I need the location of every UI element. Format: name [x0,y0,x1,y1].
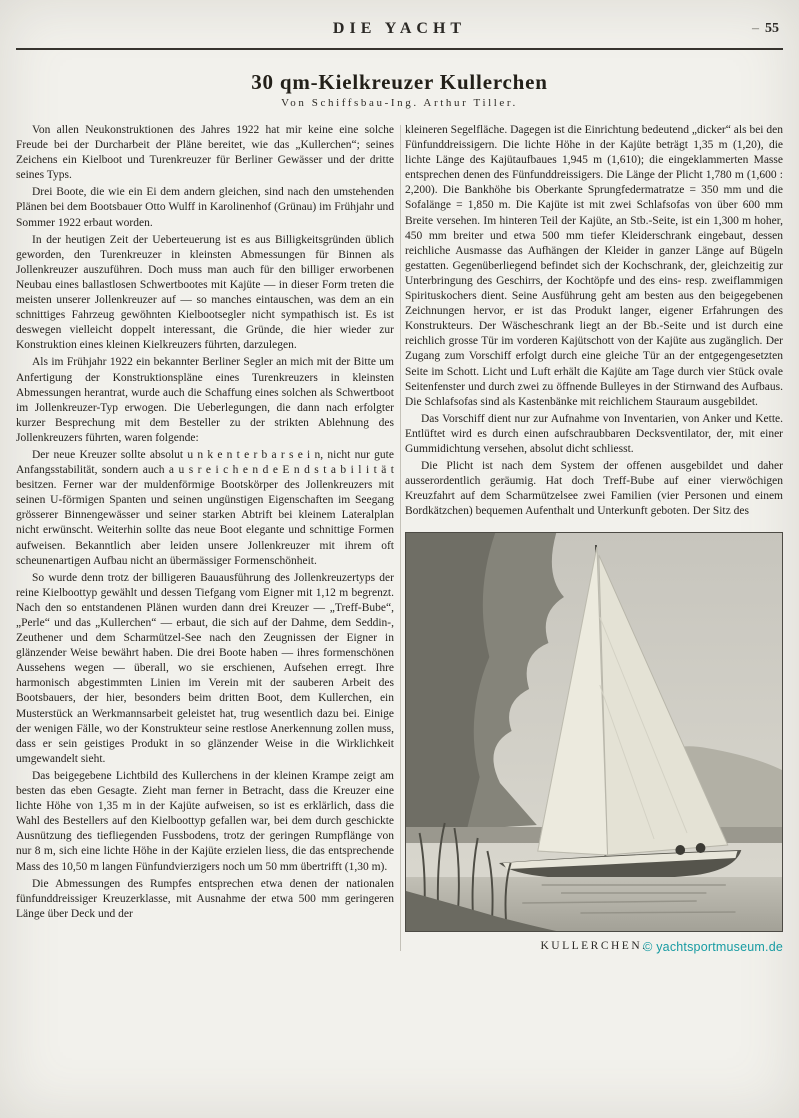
sailboat-illustration [406,533,782,931]
paragraph: Von allen Neukonstruktionen des Jahres 1922 hat mir keine eine solche Freude bei der Durcharbeit der Pläne bereitet, wie das „Kullerchen“; seines Zeichens ein Kielboot und Turenkreuzer für Berliner Gewässer und der dritte seines Typs. [16,124,394,182]
journal-title: DIE YACHT [332,20,467,37]
left-column [16,123,394,957]
article-byline: Von Schiffsbau-Ing. Arthur Tiller. [281,97,518,109]
watermark-credit: © yachtsportmuseum.de [643,940,783,955]
paragraph: In der heutigen Zeit der Ueberteuerung ist es aus Billigkeitsgründen üblich geworden, den Turenkreuzer in kleinsten Abmessungen für Binnen als Jollenkreuzer auszuführen. Doch muss man auch für den billiger erworbenen Neubau eines ballastlosen Schwertbootes mit Kajüte — in dieser Form treten die meisten unserer Jollenkreuzer auf — so manches eintauschen, was dem an ein schnittiges Fahrzeug gewöhnten Kielbootsegler nicht sympathisch ist. Es ist deswegen vielleicht doppelt interessant, die Gründe, die hier wieder zur Konstruktion eines kleinen Kielkreuzers führten, darzulegen. [16,233,394,352]
paragraph: Die Plicht ist nach dem System der offenen ausgebildet und daher ausserordentlich geräumig. Hat doch Treff-Bube auf einer vierwöchigen Kreuzfahrt auf dem Scharmützelsee zwei Familien (vier Personen und einem Bordkätzchen) bequemen Aufenthalt und Unterkunft geboten. Der Sitz des [405,460,783,518]
page-number-dash: – [752,21,759,36]
paragraph: Das Vorschiff dient nur zur Aufnahme von Inventarien, von Anker und Kette. Entlüftet wird es durch einen aufschraubbaren Decksventilator, der, mit einer Gummidichtung versehen, absolut dicht schliesst. [405,412,783,455]
article-body [16,123,783,957]
photo-footer [405,939,783,957]
page-number [752,21,779,37]
paragraph: kleineren Segelfläche. Dagegen ist die Einrichtung bedeutend „dicker“ als bei den Fünfunddreissigern. Die lichte Höhe in der Kajüte beträgt 1,35 m (1,20), die lichte Länge des Kajütaufbaues 1,945 m (1,610); die eingeklammerten Masse entsprechen denen des Fünfunddreissigers. Die Länge der Plicht 1,780 m (1,600 : 2,200). Die Bankhöhe bis Oberkante Sprungfedermatratze = 350 mm und die Sofalänge = 1,850 m. Die Kajüte ist mit zwei Schlafsofas von über 600 mm Breite versehen. Im hinteren Teil der Kajüte, an Stb.-Seite, ist ein 1,300 m hoher, 450 mm breiter und etwa 500 mm tiefer Kleiderschrank eingebaut, dessen reichliche Ausmasse das Aufhängen der Kleider in ganzer Länge auf Bügeln gestatten. Gegenüberliegend befindet sich der Kochschrank, der, gleichzeitig zur Unterbringung des Geschirrs, der Kochtöpfe und des eins- resp. zweiflammigen Spirituskochers dient. Seine Ausführung geht am besten aus den beigegebenen Zeichnungen hervor, er ist das Produkt langer, eigener Erfahrungen des Konstrukteurs. Der Wäscheschrank liegt an der Bb.-Seite und ist durch eine reichlich grosse Tür im vorderen Kajütschott von der Kajüte aus zugänglich. Der Zugang zum Vorschiff erfolgt durch eine gleiche Tür an der entgegengesetzten Seite im Schott. Licht und Luft erhält die Kajüte am Tage durch vier Stück ovale Seitenfenster und durch zwei zu öffnende Bulleyes in der Stirnwand des Aufbaus. Die Schlafsofas sind als Kastenbänke mit reichlichem Stauraum ausgebildet. [405,124,783,408]
paragraph: Der neue Kreuzer sollte absolut u n k e n t e r b a r s e i n, nicht nur gute Anfangsstabilität, sondern auch a u s r e i c h e n d e E n d s t a b i l i t ä t besitzen. Ferner war der muldenförmige Bootskörper des Jollenkreuzers mit seinen U-förmigen Spanten und seinen ungünstigen Eigenschaften im Seegang grösserer Binnengewässer und seiner starken Abtrift bei kleinem Lateralplan nicht erwünscht. Weiterhin sollte das neue Boot elegante und schnittige Formen aufweisen. Bekanntlich aber leiden unsere Jollenkreuzer mit ihrem oft scheunenartigen Aufbau nicht an übermässiger Formenschönheit. [16,448,394,567]
kullerchen-photo [405,532,783,932]
paragraph: Das beigegebene Lichtbild des Kullerchens in der kleinen Krampe zeigt am besten das eben Gesagte. Zieht man ferner in Betracht, dass die Kreuzer eine lichte Höhe von 1,35 m in der Kajüte aufweisen, so ist es erklärlich, dass die Wahl des Bestellers auf den Kielboottyp gefallen war, bei dem durch geschickte Ausnützung des tiefliegenden Fussbodens, trotz der geringen Rumpflänge von nur 8 m, sich eine lichte Höhe in der Kajüte erzielen liess, die das entsprechende Mass des 10,50 m langen Fünfundvierzigers noch um 50 mm übertrifft (1,30 m). [16,769,394,873]
column-rule [394,123,405,957]
paragraph: Drei Boote, die wie ein Ei dem andern gleichen, sind nach den umstehenden Plänen bei dem Bootsbauer Otto Wulff in Karolinenhof (Grünau) im Frühjahr und Sommer 1922 erbaut worden. [16,186,394,229]
photo-caption: KULLERCHEN. [540,940,648,953]
paragraph: Die Abmessungen des Rumpfes entsprechen etwa denen der nationalen fünfunddreissiger Kreuzerklasse, mit Ausnahme der etwa 500 mm geringeren Länge über Deck und der [16,877,394,920]
right-column [405,123,783,957]
masthead [16,20,783,42]
page-number-value: 55 [765,21,779,36]
header-rule [16,48,783,50]
paragraph: Als im Frühjahr 1922 ein bekannter Berliner Segler an mich mit der Bitte um Anfertigung der Konstruktionspläne eines Turenkreuzers in kleinsten Abmessungen herantrat, wurde auch die Schaffung eines solchen als Schwertboot im Jollenkreuzer-Typ erwogen. Die Ueberlegungen, die dann nach erfolgter kurzer Besprechung mit dem Besteller zu der strikten Ablehnung des Jollenkreuzers führten, waren folgende: [16,356,394,444]
paragraph: So wurde denn trotz der billigeren Bauausführung des Jollenkreuzertyps der reine Kielboottyp gewählt und dessen Tiefgang vom Eigner mit 1,12 m begrenzt. Nach den so entstandenen Plänen wurden dann drei Kreuzer — „Treff-Bube“, „Perle“ und das „Kullerchen“ — erbaut, die sich auf der Dahme, dem Seddin-, Zeuthener und dem Scharmützel-See nach den Zeugnissen der Eigner in glänzender Weise bewährt haben. Die drei Boote haben — ihres formenschönen Aussehens wegen — überall, wo sie erschienen, Aufsehen erregt. Ihre harmonisch abgestimmten Linien im Verein mit der sauberen Arbeit des Bootsbauers, der hier, besonders beim dritten Boot, dem Kullerchen, ein Musterstück an Werkmannsarbeit geleistet hat, trug wesentlich dazu bei. Einige der wenigen Fälle, wo der Konstrukteur seine restlose Anerkennung zollen muss, dass er sein geistiges Produkt in so glänzender Weise in die Wirklichkeit umgewandelt sieht. [16,571,394,765]
article-title: 30 qm-Kielkreuzer Kullerchen [251,70,548,94]
